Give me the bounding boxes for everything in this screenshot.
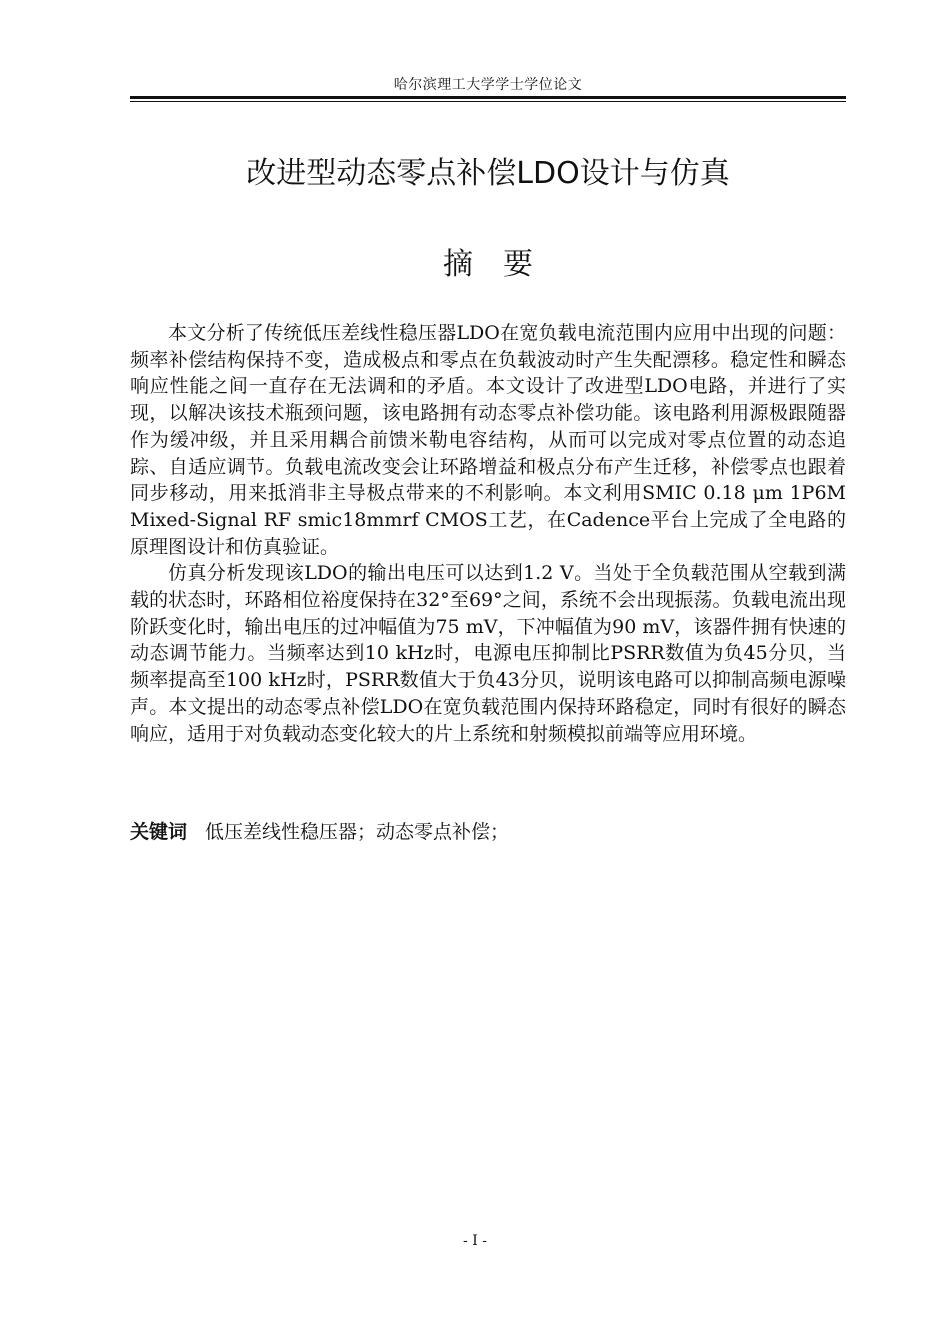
- keywords-line: [130, 819, 846, 845]
- abstract-paragraph-2: 仿真分析发现该LDO的输出电压可以达到1.2 V。当处于全负载范围从空载到满载的状态时，环路相位裕度保持在32°至69°之间，系统不会出现振荡。负载电流出现阶跃变化时，输出电压的过冲幅值为75 mV，下冲幅值为90 mV，该器件拥有快速的动态调节能力。当频率达到10 kHz时，电源电压抑制比PSRR数值为负45分贝，当频率提高至100 kHz时，PSRR数值大于负43分贝，说明该电路可以抑制高频电源噪声。本文提出的动态零点补偿LDO在宽负载范围内保持环路稳定，同时有很好的瞬态响应，适用于对负载动态变化较大的片上系统和射频模拟前端等应用环境。: [130, 562, 846, 745]
- keywords-label: 关键词: [130, 821, 188, 843]
- header-rule: [130, 96, 846, 99]
- abstract-heading: 摘要: [443, 247, 563, 282]
- abstract-body: [130, 320, 846, 747]
- abstract-paragraph-1: 本文分析了传统低压差线性稳压器LDO在宽负载电流范围内应用中出现的问题：频率补偿结构保持不变，造成极点和零点在负载波动时产生失配漂移。稳定性和瞬态响应性能之间一直存在无法调和的矛盾。本文设计了改进型LDO电路，并进行了实现，以解决该技术瓶颈问题，该电路拥有动态零点补偿功能。该电路利用源极跟随器作为缓冲级，并且采用耦合前馈米勒电容结构，从而可以完成对零点位置的动态追踪、自适应调节。负载电流改变会让环路增益和极点分布产生迁移，补偿零点也跟着同步移动，用来抵消非主导极点带来的不利影响。本文利用SMIC 0.18 μm 1P6M Mixed-Signal RF smic18mmrf CMOS工艺，在Cadence平台上完成了全电路的原理图设计和仿真验证。: [130, 322, 846, 558]
- header-rule-thin: [130, 101, 846, 102]
- running-header: 哈尔滨理工大学学士学位论文: [393, 77, 583, 93]
- paper-title: 改进型动态零点补偿LDO设计与仿真: [246, 156, 730, 191]
- page-number: - I -: [463, 1233, 487, 1249]
- keywords-text: 低压差线性稳压器；动态零点补偿；: [205, 821, 510, 843]
